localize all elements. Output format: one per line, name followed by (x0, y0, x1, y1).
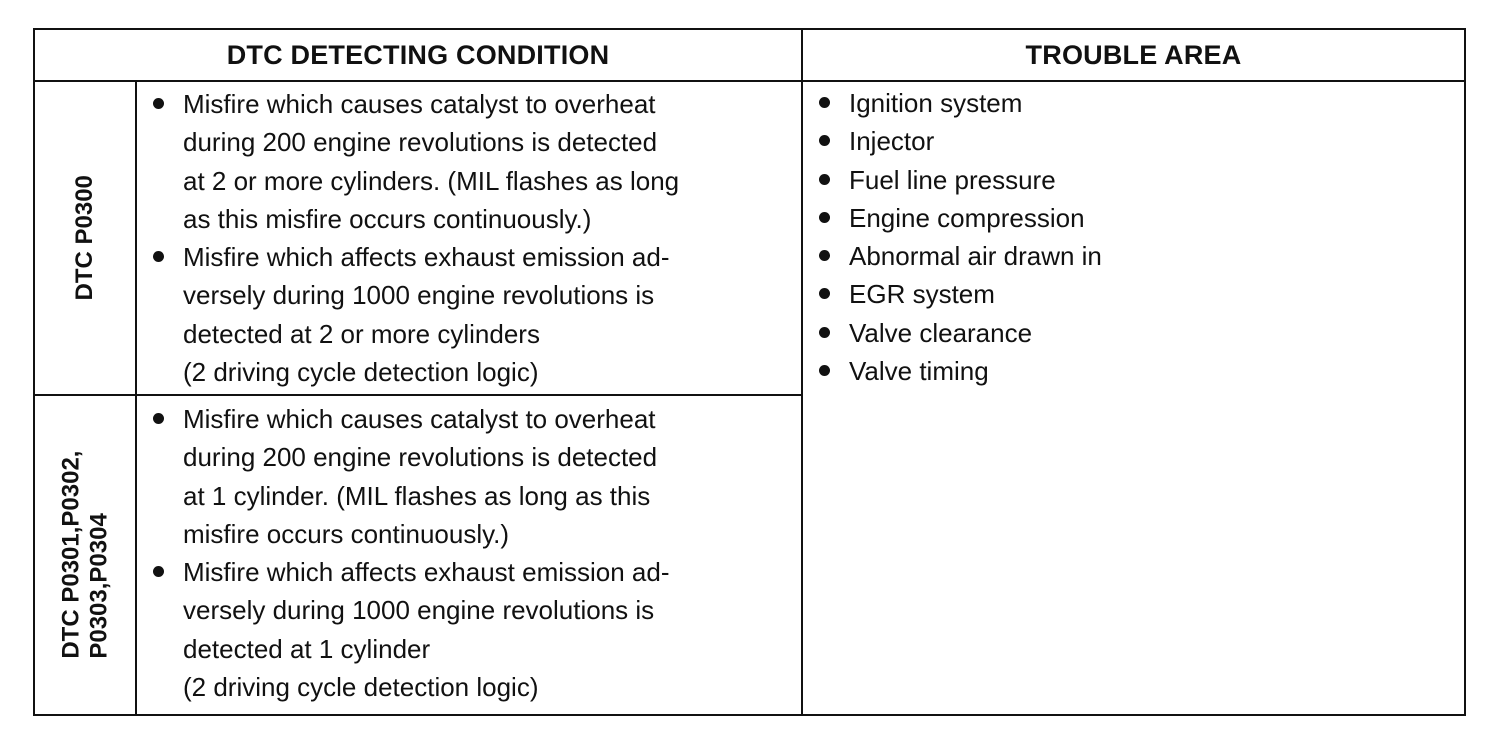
bullet-icon (153, 413, 164, 424)
bullet-icon (153, 98, 164, 109)
bullet-icon (819, 212, 830, 223)
trouble-area-item (815, 161, 1455, 199)
trouble-area-label: EGR system (849, 279, 995, 310)
header-trouble-area: TROUBLE AREA (1025, 39, 1242, 70)
condition-line: Misfire which affects exhaust emission ad- (183, 242, 670, 273)
condition-line: Misfire which causes catalyst to overheat (183, 404, 656, 434)
bullet-icon (819, 250, 830, 261)
trouble-area-label: Abnormal air drawn in (849, 241, 1102, 272)
condition-line: at 2 or more cylinders. (MIL flashes as long (183, 165, 680, 196)
conditions-p0301-p0304 (149, 400, 799, 706)
condition-item (149, 400, 799, 553)
condition-item (149, 85, 799, 238)
trouble-area-label: Engine compression (849, 202, 1085, 233)
trouble-area-label: Valve timing (849, 356, 989, 387)
row-label-line: DTC P0301,P0302, (57, 450, 85, 660)
dtc-table (33, 28, 1466, 716)
trouble-area-label: Fuel line pressure (849, 164, 1056, 195)
trouble-area-item (815, 314, 1455, 352)
bullet-icon (153, 251, 164, 262)
header-divider (35, 80, 1464, 82)
column-divider (801, 30, 803, 714)
bullet-icon (819, 288, 830, 299)
bullet-icon (819, 97, 830, 108)
condition-line: during 200 engine revolutions is detected (183, 127, 658, 158)
condition-line: versely during 1000 engine revolutions is (183, 280, 655, 311)
header-detecting-condition: DTC DETECTING CONDITION (226, 39, 610, 70)
condition-line: Misfire which causes catalyst to overheat (183, 89, 656, 119)
trouble-area-label: Injector (849, 126, 935, 157)
condition-line: as this misfire occurs continuously.) (183, 203, 592, 234)
condition-line: (2 driving cycle detection logic) (183, 672, 539, 703)
bullet-icon (819, 174, 830, 185)
trouble-area-item (815, 352, 1455, 390)
trouble-area-item (815, 275, 1455, 313)
trouble-area-list (815, 84, 1455, 390)
row-label-line: P0303,P0304 (85, 513, 112, 660)
condition-line: (2 driving cycle detection logic) (183, 357, 539, 388)
condition-line: Misfire which affects exhaust emission ad- (183, 557, 670, 588)
condition-item (149, 553, 799, 706)
condition-line: at 1 cylinder. (MIL flashes as long as this (183, 480, 651, 511)
bullet-icon (819, 327, 830, 338)
trouble-area-item (815, 122, 1455, 160)
bullet-icon (819, 135, 830, 146)
trouble-area-item (815, 199, 1455, 237)
trouble-area-label: Ignition system (849, 88, 1023, 118)
label-column-divider (135, 80, 137, 714)
bullet-icon (153, 566, 164, 577)
condition-line: detected at 2 or more cylinders (183, 318, 540, 349)
row-label-line: DTC P0300 (71, 175, 99, 301)
row-label-p0300 (35, 82, 135, 394)
trouble-area-label: Valve clearance (849, 317, 1033, 348)
row-divider (35, 394, 803, 396)
trouble-area-item (815, 237, 1455, 275)
condition-line: versely during 1000 engine revolutions is (183, 595, 655, 626)
row-label-p0301-p0304 (35, 396, 135, 714)
bullet-icon (819, 365, 830, 376)
condition-line: misfire occurs continuously.) (183, 518, 510, 549)
condition-line: during 200 engine revolutions is detected (183, 442, 658, 473)
trouble-area-item (815, 84, 1455, 122)
condition-item (149, 238, 799, 391)
conditions-p0300 (149, 85, 799, 391)
condition-line: detected at 1 cylinder (183, 633, 431, 664)
